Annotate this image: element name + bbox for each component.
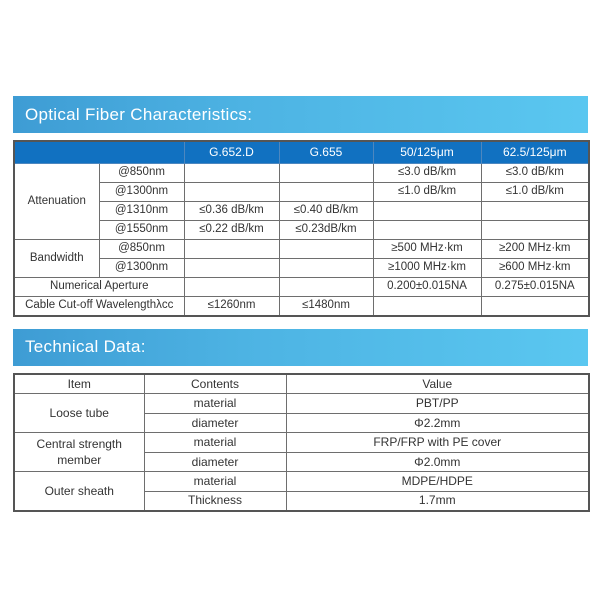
table-row [14, 394, 589, 414]
value-cell: ≤0.36 dB/km [184, 202, 279, 221]
row-label-cell: @1300nm [99, 183, 184, 202]
value-cell: ≤1.0 dB/km [481, 183, 589, 202]
table-row [14, 221, 589, 240]
value-cell [279, 259, 373, 278]
value-cell [481, 297, 589, 316]
content-cell: material [144, 433, 286, 453]
table-row [14, 164, 589, 183]
numerical-aperture-label: Numerical Aperture [14, 278, 184, 297]
value-cell: ≥600 MHz·km [481, 259, 589, 278]
table-row [14, 259, 589, 278]
value-cell [184, 278, 279, 297]
value-cell: FRP/FRP with PE cover [286, 433, 589, 453]
value-cell: ≥200 MHz·km [481, 240, 589, 259]
section-title-optical-fiber: Optical Fiber Characteristics: [25, 104, 253, 124]
value-cell [481, 202, 589, 221]
value-cell: ≤0.23dB/km [279, 221, 373, 240]
value-cell [373, 297, 481, 316]
table-row [14, 297, 589, 316]
value-cell [184, 259, 279, 278]
value-cell [373, 202, 481, 221]
item-label-loose-tube: Loose tube [14, 394, 144, 433]
item-label-outer-sheath: Outer sheath [14, 472, 144, 511]
tech-header-value: Value [286, 374, 589, 394]
value-cell [373, 221, 481, 240]
fiber-header-50um: 50/125μm [373, 141, 481, 164]
value-cell [184, 240, 279, 259]
content-cell: Thickness [144, 491, 286, 511]
table-row [14, 278, 589, 297]
value-cell: ≤1480nm [279, 297, 373, 316]
value-cell: Φ2.0mm [286, 452, 589, 472]
value-cell [481, 221, 589, 240]
value-cell: Φ2.2mm [286, 413, 589, 433]
content-cell: material [144, 394, 286, 414]
item-label-central-strength-member: Central strength member [14, 433, 144, 472]
section-title-technical-data: Technical Data: [25, 337, 146, 356]
content-cell: diameter [144, 452, 286, 472]
table-row [14, 472, 589, 492]
value-cell: 0.275±0.015NA [481, 278, 589, 297]
fiber-header-blank-cell [14, 141, 184, 164]
bandwidth-group-label: Bandwidth [14, 240, 99, 278]
row-label-cell: @1300nm [99, 259, 184, 278]
value-cell: ≤3.0 dB/km [481, 164, 589, 183]
content-cell: diameter [144, 413, 286, 433]
value-cell [279, 183, 373, 202]
row-label-cell: @850nm [99, 164, 184, 183]
tech-header-row [14, 374, 589, 394]
content-cell: material [144, 472, 286, 492]
cable-cutoff-label: Cable Cut-off Wavelengthλcc [14, 297, 184, 316]
technical-data-table [13, 373, 590, 512]
row-label-cell: @1310nm [99, 202, 184, 221]
table-row [14, 433, 589, 453]
value-cell [279, 240, 373, 259]
row-label-cell: @1550nm [99, 221, 184, 240]
content-area [13, 96, 588, 512]
section-header-optical-fiber [13, 96, 588, 133]
value-cell: ≤1.0 dB/km [373, 183, 481, 202]
tech-header-contents: Contents [144, 374, 286, 394]
tech-header-item: Item [14, 374, 144, 394]
value-cell: 1.7mm [286, 491, 589, 511]
section-header-technical-data [13, 329, 588, 366]
value-cell: ≤3.0 dB/km [373, 164, 481, 183]
value-cell: 0.200±0.015NA [373, 278, 481, 297]
value-cell [184, 164, 279, 183]
value-cell: PBT/PP [286, 394, 589, 414]
value-cell [279, 164, 373, 183]
value-cell: ≤0.22 dB/km [184, 221, 279, 240]
value-cell: ≤1260nm [184, 297, 279, 316]
fiber-header-row [14, 141, 589, 164]
value-cell [279, 278, 373, 297]
fiber-header-g655: G.655 [279, 141, 373, 164]
fiber-header-g652d: G.652.D [184, 141, 279, 164]
table-row [14, 240, 589, 259]
value-cell: MDPE/HDPE [286, 472, 589, 492]
table-row [14, 202, 589, 221]
row-label-cell: @850nm [99, 240, 184, 259]
value-cell: ≥1000 MHz·km [373, 259, 481, 278]
value-cell [184, 183, 279, 202]
fiber-header-625um: 62.5/125μm [481, 141, 589, 164]
table-row [14, 183, 589, 202]
value-cell: ≥500 MHz·km [373, 240, 481, 259]
attenuation-group-label: Attenuation [14, 164, 99, 240]
fiber-characteristics-table [13, 140, 590, 317]
value-cell: ≤0.40 dB/km [279, 202, 373, 221]
